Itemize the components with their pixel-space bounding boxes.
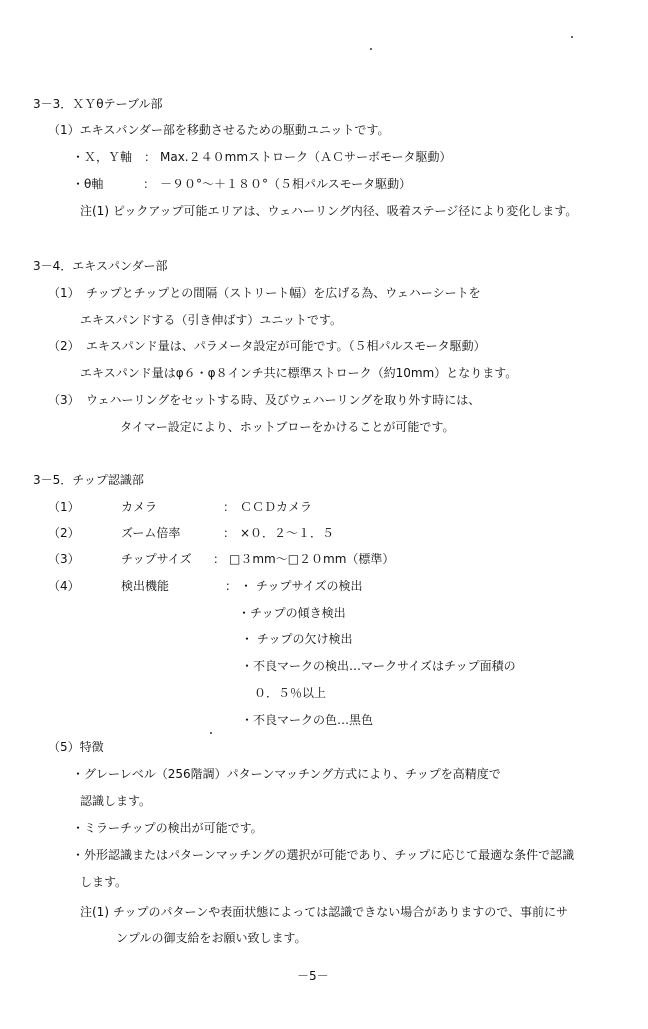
spec-row-colon: ：: [225, 579, 238, 593]
theta-axis-colon: ：: [143, 177, 156, 191]
s33-note: 注(1) ピックアップ可能エリアは、ウェハーリング内径、吸着ステージ径により変化します。: [80, 204, 578, 218]
theta-axis-value: －９０°～＋１８０°（５相パルスモータ駆動）: [160, 177, 412, 191]
section-heading-3-5: 3－5．チップ認識部: [33, 473, 144, 487]
detection-item: ０．５％以上: [254, 686, 327, 700]
feature-3-line-2: します。: [80, 875, 128, 889]
s34-item-2-line-2: エキスパンド量はφ６・φ８インチ共に標準ストローク（約10mm）となります。: [80, 366, 518, 380]
feature-3-line-1: ・外形認識またはパターンマッチングの選択が可能であり、チップに応じて最適な条件で認識: [72, 848, 575, 862]
spec-row-colon: ：: [223, 526, 236, 540]
scan-speck: [210, 732, 212, 734]
s34-item-3-number: （3）: [48, 393, 80, 407]
s34-item-1-line-2: エキスパンドする（引き伸ばす）ユニットです。: [80, 313, 342, 327]
theta-axis-label: ・θ軸: [72, 177, 104, 191]
spec-row-value: ＣＣＤカメラ: [240, 500, 313, 514]
feature-1-line-2: 認識します。: [80, 794, 152, 808]
s35-note-line-1: 注(1) チップのパターンや表面状態によっては認識できない場合がありますので、事前にサ: [80, 905, 568, 919]
s33-item-1: （1）エキスパンダー部を移動させるための駆動ユニットです。: [48, 123, 390, 137]
s34-item-1-number: （1）: [48, 286, 80, 300]
detection-item: ・ チップの欠け検出: [241, 632, 353, 646]
section-heading-3-4: 3－4．エキスパンダー部: [33, 259, 168, 273]
spec-row-value: ×０．２～１．５: [240, 526, 335, 540]
section-heading-3-3: 3－3．ＸＹθテーブル部: [33, 97, 163, 111]
features-heading: （5）特徴: [48, 740, 104, 754]
spec-row-label: ズーム倍率: [121, 526, 181, 540]
page-number: －5－: [297, 969, 329, 983]
xy-axis-value: Max.２４０mmストローク（ＡＣサーボモータ駆動）: [160, 150, 452, 164]
spec-row-label: チップサイズ: [121, 552, 192, 566]
spec-row-number: （1）: [48, 500, 80, 514]
feature-2: ・ミラーチップの検出が可能です。: [72, 821, 263, 835]
s34-item-3-line-1: ウェハーリングをセットする時、及びウェハーリングを取り外す時には、: [86, 393, 481, 407]
s34-item-1-line-1: チップとチップとの間隔（ストリート幅）を広げる為、ウェハーシートを: [86, 286, 481, 300]
spec-row-colon: ：: [213, 552, 226, 566]
spec-row-value: □３mm～□２０mm（標準）: [229, 552, 395, 566]
detection-item: ・不良マークの検出…マークサイズはチップ面積の: [241, 659, 516, 673]
feature-1-line-1: ・グレーレベル（256階調）パターンマッチング方式により、チップを高精度で: [72, 767, 501, 781]
xy-axis-label: ・Ｘ，Ｙ軸 ：: [72, 150, 157, 164]
s34-item-2-line-1: エキスパンド量は、パラメータ設定が可能です。（５相パルスモータ駆動）: [86, 339, 486, 353]
s35-note-line-2: ンプルの御支給をお願い致します。: [116, 931, 307, 945]
s34-item-2-number: （2）: [48, 339, 80, 353]
spec-row-label: 検出機能: [121, 579, 170, 593]
spec-row-colon: ：: [223, 500, 236, 514]
detection-item: ・不良マークの色…黒色: [241, 713, 374, 727]
spec-row-number: （3）: [48, 552, 80, 566]
s34-item-3-line-2: タイマー設定により、ホットブローをかけることが可能です。: [120, 420, 455, 434]
spec-row-value: ・ チップサイズの検出: [240, 579, 363, 593]
spec-row-label: カメラ: [121, 500, 158, 514]
scan-speck: [571, 36, 573, 38]
scan-speck: [370, 48, 372, 50]
detection-item: ・チップの傾き検出: [238, 606, 346, 620]
spec-row-number: （4）: [48, 579, 80, 593]
spec-row-number: （2）: [48, 526, 80, 540]
